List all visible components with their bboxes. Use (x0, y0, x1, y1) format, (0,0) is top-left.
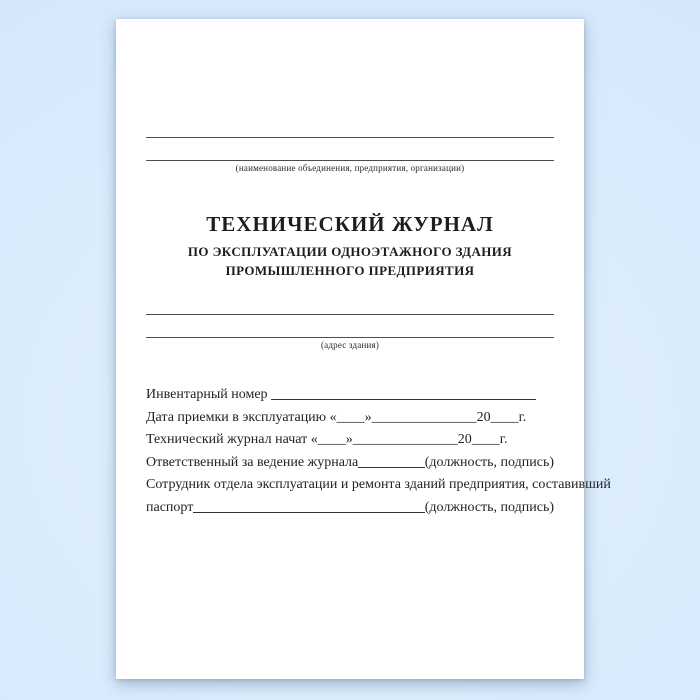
organization-section (146, 19, 554, 174)
blank-line-organization-top (146, 137, 554, 138)
staff-text-row (146, 477, 611, 492)
blank-line-organization-bottom (146, 160, 554, 161)
responsible-blank-line (358, 466, 424, 468)
acceptance-date-text: Дата приемки в эксплуатацию «____»_______________20____г. (146, 409, 527, 425)
responsible-suffix: (должность, подпись) (424, 454, 554, 470)
address-caption: (адрес здания) (320, 340, 380, 350)
journal-subtitle-line-2: ПРОМЫШЛЕННОГО ПРЕДПРИЯТИЯ (225, 262, 475, 278)
inventory-number-label: Инвентарный номер (146, 387, 272, 402)
passport-label: паспорт (146, 499, 194, 515)
acceptance-date-row (146, 410, 554, 425)
passport-suffix: (должность, подпись) (424, 499, 554, 515)
passport-row (146, 500, 554, 515)
blank-line-address-top (146, 314, 554, 315)
inventory-number-blank-line (271, 398, 536, 400)
responsible-label: Ответственный за ведение журнала (146, 454, 359, 470)
journal-title: ТЕХНИЧЕСКИЙ ЖУРНАЛ (206, 211, 494, 236)
journal-start-row (146, 432, 554, 447)
address-section (146, 314, 554, 352)
journal-subtitle-line-1: ПО ЭКСПЛУАТАЦИИ ОДНОЭТАЖНОГО ЗДАНИЯ (187, 243, 513, 259)
passport-blank-line (193, 511, 424, 513)
inventory-number-row (146, 387, 554, 402)
form-section (146, 387, 611, 515)
staff-text: Сотрудник отдела эксплуатации и ремонта зданий предприятия, составивший (146, 477, 611, 492)
responsible-row (146, 455, 554, 470)
blank-line-address-bottom (146, 337, 554, 338)
journal-start-text: Технический журнал начат «____»_______________20____г. (146, 432, 508, 447)
organization-caption: (наименование объединения, предприятия, организации) (235, 162, 465, 173)
document-page (116, 19, 611, 679)
